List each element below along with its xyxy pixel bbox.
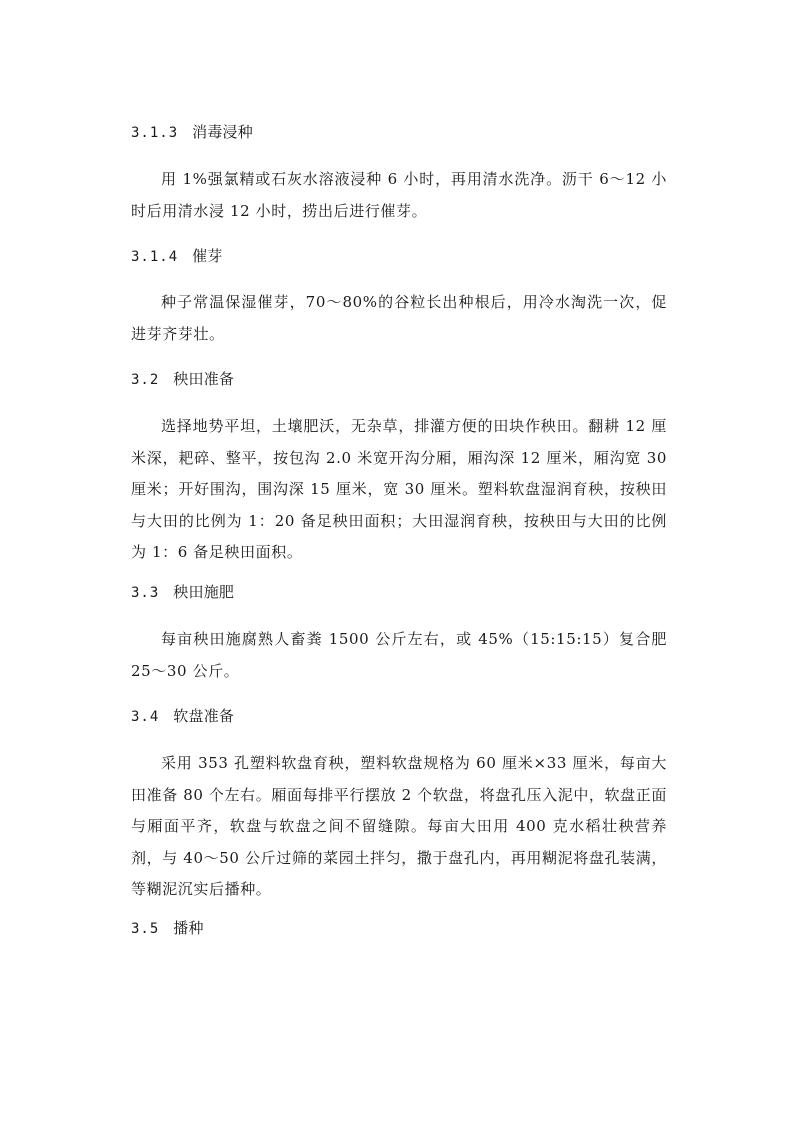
section-number: 3.3	[131, 585, 160, 601]
section-body-3-1-3: 用 1%强氯精或石灰水溶液浸种 6 小时，再用清水洗净。沥干 6～12 小时后用清水浸 12 小时，捞出后进行催芽。	[131, 170, 667, 220]
section-title: 软盘准备	[173, 707, 235, 725]
section-heading-3-5	[131, 918, 204, 939]
section-title: 秧田准备	[173, 370, 235, 388]
section-title: 播种	[173, 919, 204, 937]
section-heading-3-2	[131, 369, 234, 390]
section-body-3-4: 采用 353 孔塑料软盘育秧，塑料软盘规格为 60 厘米×33 厘米，每亩大田准备 80 个左右。厢面每排平行摆放 2 个软盘，将盘孔压入泥中，软盘正面与厢面平齐，软盘与软盘之间不留缝隙。每亩大田用 400 克水稻壮秧营养剂，与 40～50 公斤过筛的菜园土拌匀，撒于盘孔内，再用糊泥将盘孔装满，等糊泥沉实后播种。	[131, 754, 667, 898]
section-title: 秧田施肥	[173, 583, 235, 601]
section-heading-3-3	[131, 582, 234, 603]
section-number: 3.2	[131, 372, 160, 388]
section-body-3-1-4: 种子常温保湿催芽，70～80%的谷粒长出种根后，用冷水淘洗一次，促进芽齐芽壮。	[131, 293, 667, 343]
section-title: 消毒浸种	[192, 123, 253, 141]
section-title: 催芽	[192, 247, 223, 265]
section-number: 3.1.3	[131, 125, 179, 141]
section-body-3-2: 选择地势平坦，土壤肥沃，无杂草，排灌方便的田块作秧田。翻耕 12 厘米深，耙碎、整平，按包沟 2.0 米宽开沟分厢，厢沟深 12 厘米，厢沟宽 30 厘米；开好围沟，围沟深 15 厘米，宽 30 厘米。塑料软盘湿润育秧，按秧田与大田的比例为 1：20 备足秧田面积；大田湿润育秧，按秧田与大田的比例为 1：6 备足秧田面积。	[131, 417, 667, 561]
section-number: 3.5	[131, 921, 160, 937]
section-heading-3-1-3	[131, 122, 253, 143]
section-body-3-3: 每亩秧田施腐熟人畜粪 1500 公斤左右，或 45%（15:15:15）复合肥 25～30 公斤。	[131, 630, 667, 680]
section-number: 3.4	[131, 709, 160, 725]
section-number: 3.1.4	[131, 249, 179, 265]
section-heading-3-4	[131, 706, 234, 727]
section-heading-3-1-4	[131, 246, 223, 267]
